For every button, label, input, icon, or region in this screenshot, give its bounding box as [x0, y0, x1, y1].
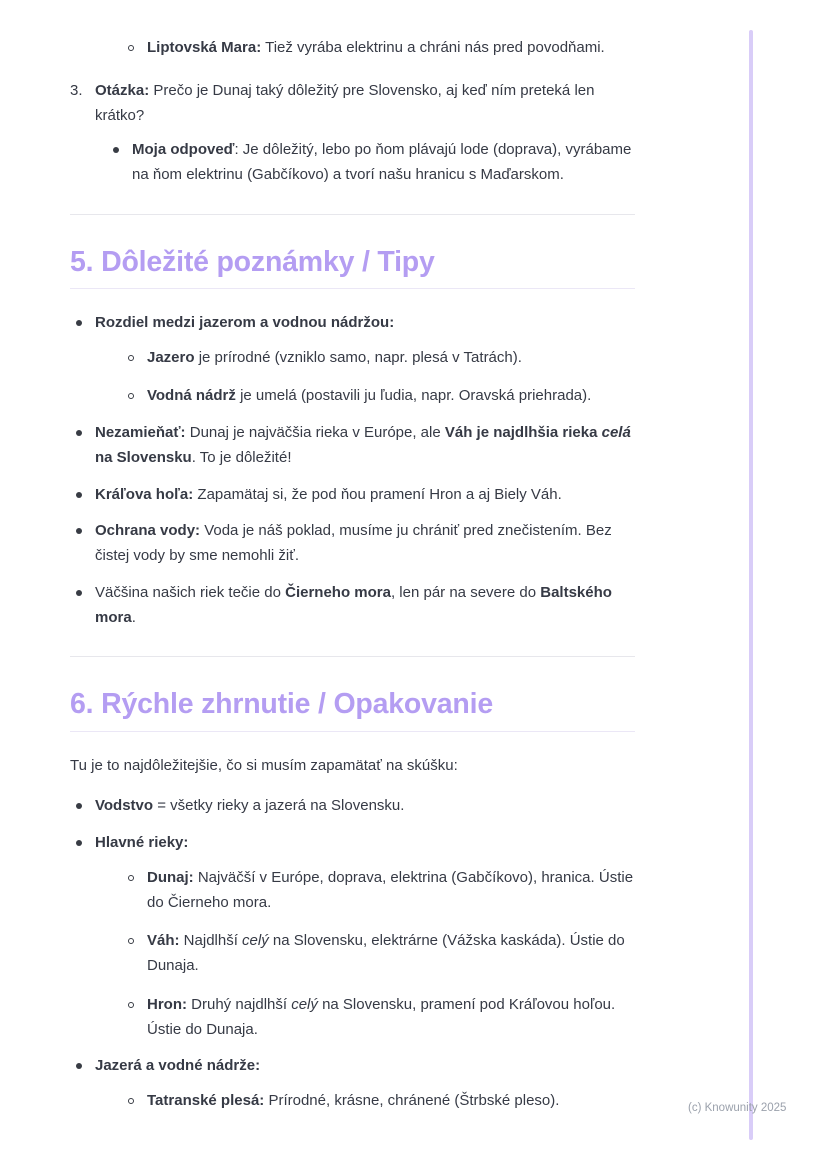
- plain-text: , len pár na severe do: [390, 583, 541, 601]
- item-text: [95, 794, 635, 819]
- bold-italic-text: celá: [601, 424, 631, 442]
- item-text: [147, 36, 635, 61]
- notes-list: [70, 311, 635, 631]
- item-text: [95, 311, 635, 336]
- item-text: [147, 384, 635, 409]
- bold-text: Moja odpoveď: [132, 141, 235, 159]
- plain-text: Voda je náš poklad, musíme ju chrániť pred znečistením. Bez čistej vody by sme nemohli žiť.: [95, 522, 612, 565]
- bold-text: Vodstvo: [95, 797, 154, 815]
- item-text: [95, 519, 635, 569]
- bold-text: Tatranské plesá:: [147, 1092, 265, 1110]
- bullet-icon: [76, 803, 82, 809]
- item-text: [95, 421, 635, 471]
- bold-text: Vodná nádrž: [147, 387, 236, 405]
- carryover-list: [122, 36, 635, 61]
- list-item: [122, 993, 635, 1043]
- list-item: [70, 831, 635, 1042]
- plain-text: na Slovensku, pramení pod Kráľovou hoľou. Ústie do Dunaja.: [147, 995, 616, 1038]
- sub-list: [122, 346, 635, 410]
- item-text: [147, 346, 635, 371]
- item-text: [147, 1089, 635, 1114]
- bullet-icon: [76, 590, 82, 596]
- plain-text: Zapamätaj si, že pod ňou pramení Hron a aj Biely Váh.: [193, 485, 562, 503]
- list-item: [70, 581, 635, 631]
- bold-text: Rozdiel medzi jazerom a vodnou nádržou:: [95, 313, 395, 331]
- item-text: [95, 831, 635, 856]
- list-item: [122, 384, 635, 409]
- plain-text: = všetky rieky a jazerá na Slovensku.: [153, 797, 405, 815]
- numbered-item: [70, 79, 635, 188]
- list-item: [122, 929, 635, 979]
- section-divider: [70, 214, 635, 215]
- list-item: [70, 311, 635, 409]
- bullet-icon: [76, 492, 82, 498]
- item-text: [95, 581, 635, 631]
- answer-list: [107, 138, 635, 188]
- item-text: [147, 866, 635, 916]
- circle-bullet-icon: [128, 393, 134, 399]
- italic-text: celý: [242, 932, 269, 950]
- section-title: 6. Rýchle zhrnutie / Opakovanie: [70, 688, 494, 721]
- item-text: [95, 1054, 635, 1079]
- bold-text: Hlavné rieky:: [95, 834, 189, 852]
- circle-bullet-icon: [128, 355, 134, 361]
- item-text: [95, 79, 635, 129]
- list-item: [122, 866, 635, 916]
- item-text: [132, 138, 635, 188]
- plain-text: Väčšina našich riek tečie do: [95, 583, 286, 601]
- plain-text: je prírodné (vzniklo samo, napr. plesá v Tatrách).: [194, 348, 522, 366]
- plain-text: Prírodné, krásne, chránené (Štrbské pleso).: [264, 1092, 560, 1110]
- bold-text: Hron:: [147, 995, 187, 1013]
- note-content: [70, 36, 635, 1126]
- bold-text: Otázka:: [95, 81, 150, 99]
- list-item: [70, 794, 635, 819]
- bullet-icon: [76, 320, 82, 326]
- sub-list: [122, 866, 635, 1043]
- bold-text: na Slovensku: [95, 448, 192, 466]
- circle-bullet-icon: [128, 1098, 134, 1104]
- plain-text: Prečo je Dunaj taký dôležitý pre Slovensko, aj keď ním preteká len krátko?: [95, 81, 595, 124]
- bold-text: Dunaj:: [147, 868, 194, 886]
- list-item: [70, 519, 635, 569]
- item-text: [147, 993, 635, 1043]
- plain-text: je umelá (postavili ju ľudia, napr. Oravská priehrada).: [235, 387, 592, 405]
- circle-bullet-icon: [128, 45, 134, 51]
- plain-text: Najdlhší: [179, 932, 243, 950]
- heading-underline: [70, 288, 635, 289]
- bullet-icon: [76, 840, 82, 846]
- list-item: [122, 36, 635, 61]
- vertical-edge-bar: [749, 30, 753, 1140]
- copyright-text: (c) Knowunity 2025: [688, 1102, 787, 1114]
- number-marker: 3.: [70, 81, 83, 99]
- bullet-icon: [76, 1063, 82, 1069]
- list-item: [70, 421, 635, 471]
- plain-text: Najväčší v Európe, doprava, elektrina (Gabčíkovo), hranica. Ústie do Čierneho mora.: [147, 868, 634, 911]
- list-item: [122, 1089, 635, 1114]
- bold-text: Baltského mora: [95, 583, 612, 626]
- list-item: [70, 1054, 635, 1114]
- bold-text: Kráľova hoľa:: [95, 485, 194, 503]
- plain-text: .: [131, 608, 136, 626]
- section-divider: [70, 656, 635, 657]
- bold-text: Váh je najdlhšia rieka: [444, 424, 602, 442]
- heading-underline: [70, 731, 635, 732]
- bold-text: Váh:: [147, 932, 180, 950]
- section-intro: Tu je to najdôležitejšie, čo si musím zapamätať na skúšku:: [70, 756, 458, 774]
- bold-text: Jazero: [147, 348, 195, 366]
- bullet-icon: [76, 430, 82, 436]
- circle-bullet-icon: [128, 1002, 134, 1008]
- bold-text: Nezamieňať:: [95, 424, 186, 442]
- italic-text: celý: [291, 995, 318, 1013]
- circle-bullet-icon: [128, 875, 134, 881]
- bold-text: Jazerá a vodné nádrže:: [95, 1057, 261, 1075]
- plain-text: : Je dôležitý, lebo po ňom plávajú lode (doprava), vyrábame na ňom elektrinu (Gabčíkovo) a tvorí našu hranicu s Maďarskom.: [132, 141, 632, 183]
- plain-text: Tiež vyrába elektrinu a chráni nás pred povodňami.: [261, 39, 605, 56]
- bullet-icon: [76, 528, 82, 534]
- circle-bullet-icon: [128, 938, 134, 944]
- plain-text: na Slovensku, elektrárne (Vážska kaskáda). Ústie do Dunaja.: [147, 932, 625, 975]
- section-title: 5. Dôležité poznámky / Tipy: [70, 245, 435, 278]
- sub-list: [122, 1089, 635, 1114]
- list-item: [107, 138, 635, 188]
- list-item: [70, 483, 635, 508]
- plain-text: Druhý najdlhší: [187, 995, 292, 1013]
- bullet-icon: [113, 147, 119, 153]
- bold-text: Čierneho mora: [285, 583, 391, 601]
- list-item: [122, 346, 635, 371]
- summary-list: [70, 794, 635, 1114]
- bold-text: Ochrana vody:: [95, 522, 201, 540]
- plain-text: . To je dôležité!: [191, 448, 292, 466]
- bold-text: Liptovská Mara:: [147, 39, 262, 56]
- plain-text: Dunaj je najväčšia rieka v Európe, ale: [185, 424, 445, 442]
- item-text: [147, 929, 635, 979]
- item-text: [95, 483, 635, 508]
